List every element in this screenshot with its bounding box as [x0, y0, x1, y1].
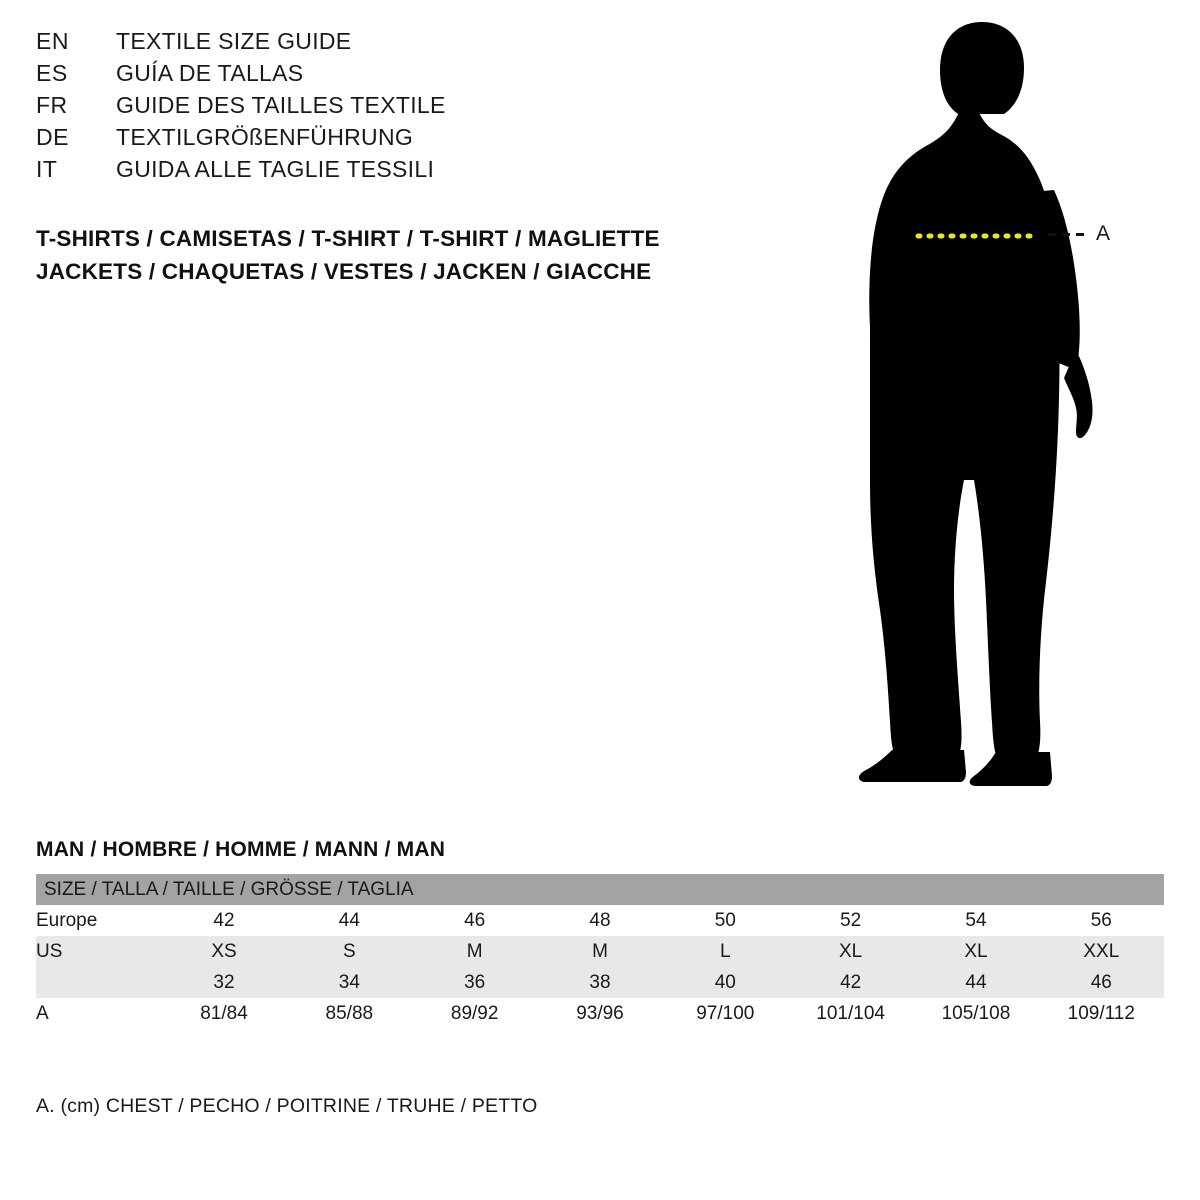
language-text: TEXTILGRÖßENFÜHRUNG [116, 124, 414, 150]
table-row [36, 998, 1164, 1029]
table-cell: M [537, 936, 662, 967]
table-cell: 54 [913, 905, 1038, 936]
table-cell: 34 [287, 967, 412, 998]
table-cell: XL [788, 936, 913, 967]
language-text: GUIDA ALLE TAGLIE TESSILI [116, 156, 435, 182]
table-cell: 42 [788, 967, 913, 998]
table-cell: 38 [537, 967, 662, 998]
row-label: A [36, 998, 161, 1029]
table-row [36, 967, 1164, 998]
language-code: FR [36, 92, 68, 118]
language-text: GUIDE DES TAILLES TEXTILE [116, 92, 446, 118]
table-row [36, 936, 1164, 967]
table-cell: 44 [287, 905, 412, 936]
table-cell: XS [161, 936, 286, 967]
size-table-section [36, 838, 1164, 1029]
measure-label-a: A [1096, 222, 1111, 245]
table-cell: S [287, 936, 412, 967]
table-cell: 50 [663, 905, 788, 936]
table-cell: 52 [788, 905, 913, 936]
language-text: TEXTILE SIZE GUIDE [116, 28, 352, 54]
table-cell: 44 [913, 967, 1038, 998]
table-cell: M [412, 936, 537, 967]
language-code: EN [36, 28, 69, 54]
language-row [36, 28, 756, 60]
language-code: IT [36, 156, 58, 182]
table-cell: 109/112 [1039, 998, 1164, 1029]
language-row [36, 156, 756, 188]
table-cell: 85/88 [287, 998, 412, 1029]
table-cell: 56 [1039, 905, 1164, 936]
table-cell: 97/100 [663, 998, 788, 1029]
table-header-row [36, 874, 1164, 905]
category-list [36, 222, 796, 288]
table-cell: 105/108 [913, 998, 1038, 1029]
row-label: Europe [36, 905, 161, 936]
body-silhouette-figure [840, 10, 1180, 800]
table-cell: 81/84 [161, 998, 286, 1029]
table-cell: 32 [161, 967, 286, 998]
language-text: GUÍA DE TALLAS [116, 60, 304, 86]
table-header-label: SIZE / TALLA / TAILLE / GRÖSSE / TAGLIA [36, 874, 1164, 905]
table-cell: 46 [1039, 967, 1164, 998]
language-code: DE [36, 124, 69, 150]
size-table [36, 874, 1164, 1029]
measure-leader-line [1048, 233, 1090, 236]
language-code: ES [36, 60, 68, 86]
category-line-jackets: JACKETS / CHAQUETAS / VESTES / JACKEN / GIACCHE [36, 259, 652, 284]
table-cell: XL [913, 936, 1038, 967]
row-label: US [36, 936, 161, 967]
table-footnote: A. (cm) CHEST / PECHO / POITRINE / TRUHE / PETTO [36, 1095, 538, 1117]
language-row [36, 60, 756, 92]
table-cell: 42 [161, 905, 286, 936]
table-cell: 48 [537, 905, 662, 936]
language-header-list [36, 28, 756, 188]
table-cell: XXL [1039, 936, 1164, 967]
table-row [36, 905, 1164, 936]
table-cell: 36 [412, 967, 537, 998]
row-label [36, 967, 161, 998]
language-row [36, 124, 756, 156]
table-cell: 89/92 [412, 998, 537, 1029]
table-cell: L [663, 936, 788, 967]
table-cell: 46 [412, 905, 537, 936]
table-cell: 101/104 [788, 998, 913, 1029]
language-row [36, 92, 756, 124]
table-cell: 93/96 [537, 998, 662, 1029]
table-cell: 40 [663, 967, 788, 998]
category-line-tshirts: T-SHIRTS / CAMISETAS / T-SHIRT / T-SHIRT / MAGLIETTE [36, 226, 660, 251]
table-title-man: MAN / HOMBRE / HOMME / MANN / MAN [36, 838, 446, 861]
